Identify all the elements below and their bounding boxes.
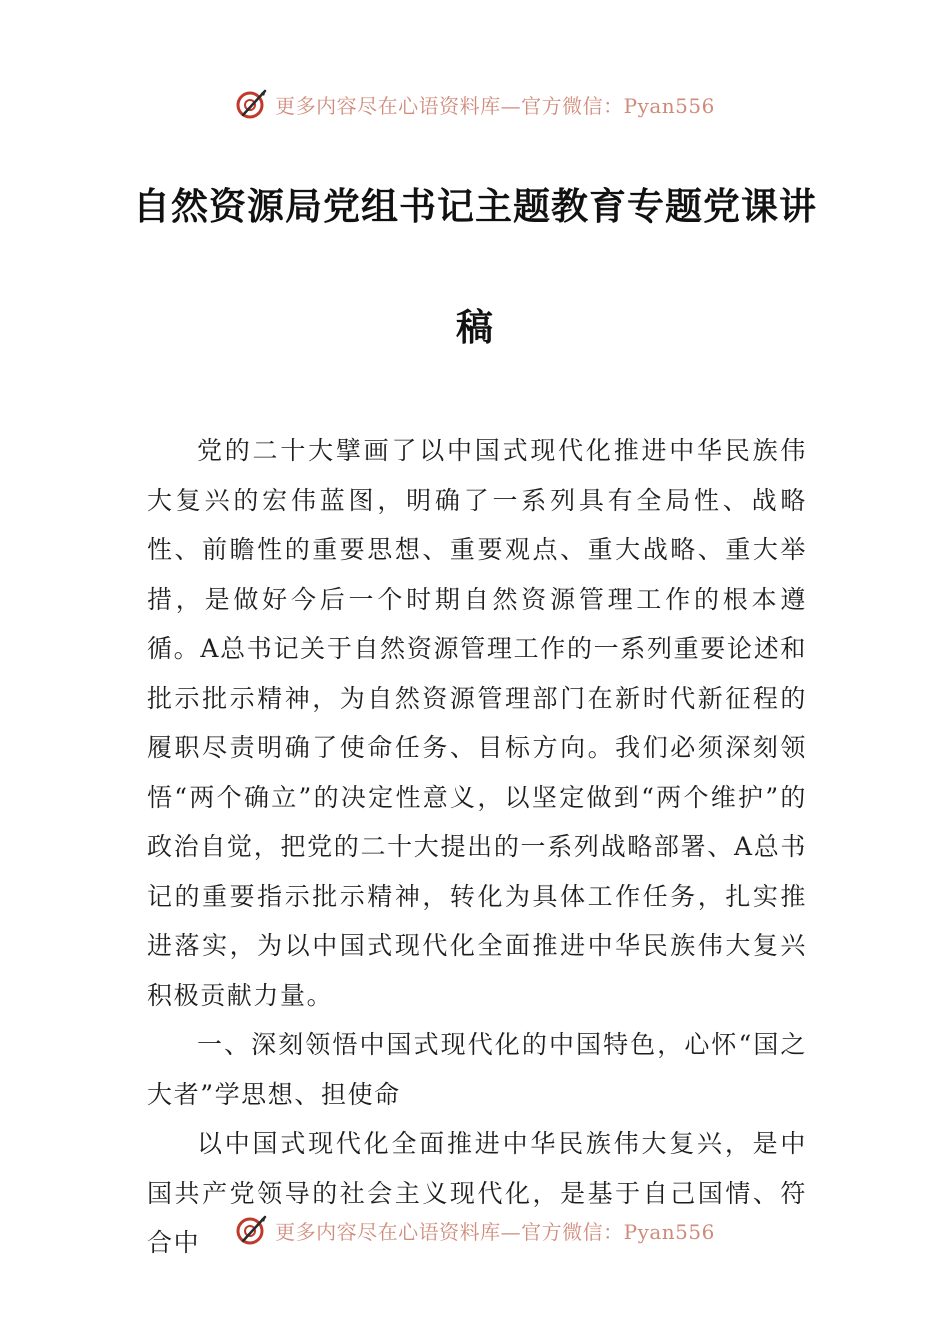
document-title-line-1: 自然资源局党组书记主题教育专题党课讲 <box>133 184 817 228</box>
document-title-line-2: 稿 <box>456 305 494 349</box>
pen-nib-logo-icon <box>235 1213 269 1247</box>
section-heading-1: 一、深刻领悟中国式现代化的中国特色，心怀“国之大者”学思想、担使命 <box>147 1030 807 1109</box>
header-banner <box>0 84 950 124</box>
document-body <box>147 426 807 1268</box>
banner-text: 更多内容尽在心语资料库—官方微信：Pyan556 <box>275 93 715 118</box>
footer-banner <box>0 1210 950 1250</box>
banner-text: 更多内容尽在心语资料库—官方微信：Pyan556 <box>275 1219 715 1244</box>
pen-nib-logo-icon <box>235 87 269 121</box>
paragraph-section-1: 以中国式现代化全面推进中华民族伟大复兴，是中国共产党领导的社会主义现代化，是基于自己国情、符合中 <box>147 1129 807 1257</box>
paragraph-intro: 党的二十大擘画了以中国式现代化推进中华民族伟大复兴的宏伟蓝图，明确了一系列具有全局性、战略性、前瞻性的重要思想、重要观点、重大战略、重大举措，是做好今后一个时期自然资源管理工作的根本遵循。A总书记关于自然资源管理工作的一系列重要论述和批示批示精神，为自然资源管理部门在新时代新征程的履职尽责明确了使命任务、目标方向。我们必须深刻领悟“两个确立”的决定性意义，以坚定做到“两个维护”的政治自觉，把党的二十大提出的一系列战略部署、A总书记的重要指示批示精神，转化为具体工作任务，扎实推进落实，为以中国式现代化全面推进中华民族伟大复兴积极贡献力量。 <box>147 436 807 1010</box>
